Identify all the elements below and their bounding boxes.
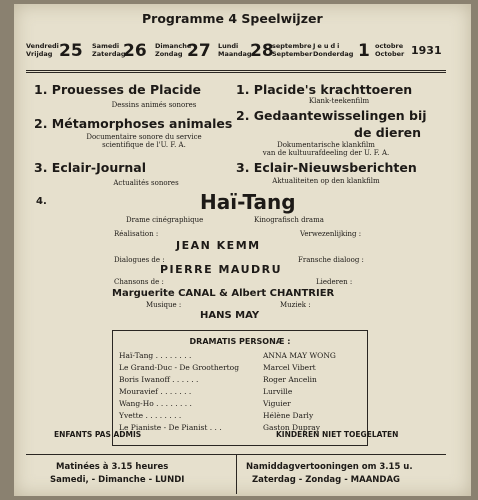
real-label-nl: Verwezenlijking : bbox=[300, 230, 362, 238]
date-samedi: Samedi Zaterdag bbox=[92, 42, 126, 58]
date-jeudi: Jeudi Donderdag bbox=[313, 42, 354, 58]
footer-days-fr: Samedi, - Dimanche - LUNDI bbox=[50, 475, 185, 485]
date-year: 1931 bbox=[411, 44, 442, 57]
cast-row: Le Pianiste - De Pianist . . . Gaston Dupray bbox=[119, 423, 320, 432]
footer-divider bbox=[236, 454, 237, 494]
dial-label-nl: Fransche dialoog : bbox=[298, 256, 364, 264]
date-september: septembre September bbox=[272, 42, 313, 58]
cast-row: Wang-Ho . . . . . . . . Viguier bbox=[119, 399, 291, 408]
cast-row: Yvette . . . . . . . . Hélène Darly bbox=[119, 411, 314, 420]
programme-title: Programme 4 Speelwijzer bbox=[142, 11, 323, 26]
cast-row: Boris Iwanoff . . . . . . Roger Ancelin bbox=[119, 375, 317, 384]
feature-number: 4. bbox=[36, 196, 47, 207]
cast-row: Mouravief . . . . . . . Lurville bbox=[119, 387, 293, 396]
composer-name: HANS MAY bbox=[200, 310, 260, 321]
director-name: JEAN KEMM bbox=[176, 239, 261, 252]
item-fr-3-sub: Actualités sonores bbox=[113, 179, 179, 187]
item-nl-2-sub: Dokumentarische klankfilm van de kultuurafdeeling der U. F. A. bbox=[262, 141, 390, 157]
music-label-fr: Musique : bbox=[146, 301, 182, 309]
date-vendredi: Vendredi Vrijdag bbox=[26, 42, 59, 58]
date-october: octobre October bbox=[375, 42, 405, 58]
footer-admis: ENFANTS PAS ADMIS bbox=[54, 430, 142, 439]
feature-genre-fr: Drame cinégraphique bbox=[126, 216, 204, 224]
dial-label-fr: Dialogues de : bbox=[114, 256, 165, 264]
date-dimanche: Dimanche Zondag bbox=[155, 42, 192, 58]
item-fr-1-sub: Dessins animés sonores bbox=[111, 101, 197, 109]
item-nl-2-title-cont: de dieren bbox=[354, 125, 422, 140]
date-lundi: Lundi Maandag bbox=[218, 42, 252, 58]
item-fr-2-sub: Documentaire sonore du service scientifique de l'U. F. A. bbox=[86, 133, 202, 149]
music-label-nl: Muziek : bbox=[280, 301, 311, 309]
cast-heading: DRAMATIS PERSONÆ : bbox=[189, 337, 291, 346]
footer-toegelaten: KINDEREN NIET TOEGELATEN bbox=[276, 430, 399, 439]
footer-days-nl: Zaterdag - Zondag - MAANDAG bbox=[252, 475, 401, 485]
item-nl-1-title: 1. Placide's krachttoeren bbox=[236, 82, 413, 97]
item-fr-2-title: 2. Métamorphoses animales bbox=[34, 116, 233, 131]
top-rule-2 bbox=[26, 72, 446, 73]
top-rule bbox=[26, 70, 446, 71]
item-fr-1-title: 1. Prouesses de Placide bbox=[34, 82, 202, 97]
programme-page bbox=[14, 4, 471, 496]
item-fr-3-title: 3. Eclair-Journal bbox=[34, 160, 147, 175]
cast-box bbox=[112, 330, 368, 446]
item-nl-2-title: 2. Gedaantewisselingen bij bbox=[236, 108, 427, 123]
footer-matinees-fr: Matinées à 3.15 heures bbox=[56, 462, 169, 472]
item-nl-1-sub: Klank-teekenfilm bbox=[308, 97, 370, 105]
date-25: 25 bbox=[59, 41, 83, 61]
cast-row: Haï-Tang . . . . . . . . ANNA MAY WONG bbox=[119, 351, 336, 360]
date-27: 27 bbox=[187, 41, 211, 61]
date-1: 1 bbox=[358, 41, 370, 61]
songs-names: Marguerite CANAL & Albert CHANTRIER bbox=[112, 288, 335, 299]
footer-matinees-nl: Namiddagvertooningen om 3.15 u. bbox=[246, 462, 413, 472]
feature-title: Haï-Tang bbox=[200, 190, 296, 214]
date-28: 28 bbox=[250, 41, 274, 61]
item-nl-3-sub: Aktualiteiten op den klankfilm bbox=[272, 177, 380, 185]
writer-name: PIERRE MAUDRU bbox=[160, 263, 283, 276]
real-label-fr: Réalisation : bbox=[114, 230, 159, 238]
cast-row: Le Grand-Duc - De Groothertog Marcel Vibert bbox=[119, 363, 316, 372]
feature-genre-nl: Kinografisch drama bbox=[254, 216, 324, 224]
item-nl-3-title: 3. Eclair-Nieuwsberichten bbox=[236, 160, 417, 175]
song-label-nl: Liederen : bbox=[316, 278, 353, 286]
song-label-fr: Chansons de : bbox=[114, 278, 164, 286]
date-26: 26 bbox=[123, 41, 147, 61]
